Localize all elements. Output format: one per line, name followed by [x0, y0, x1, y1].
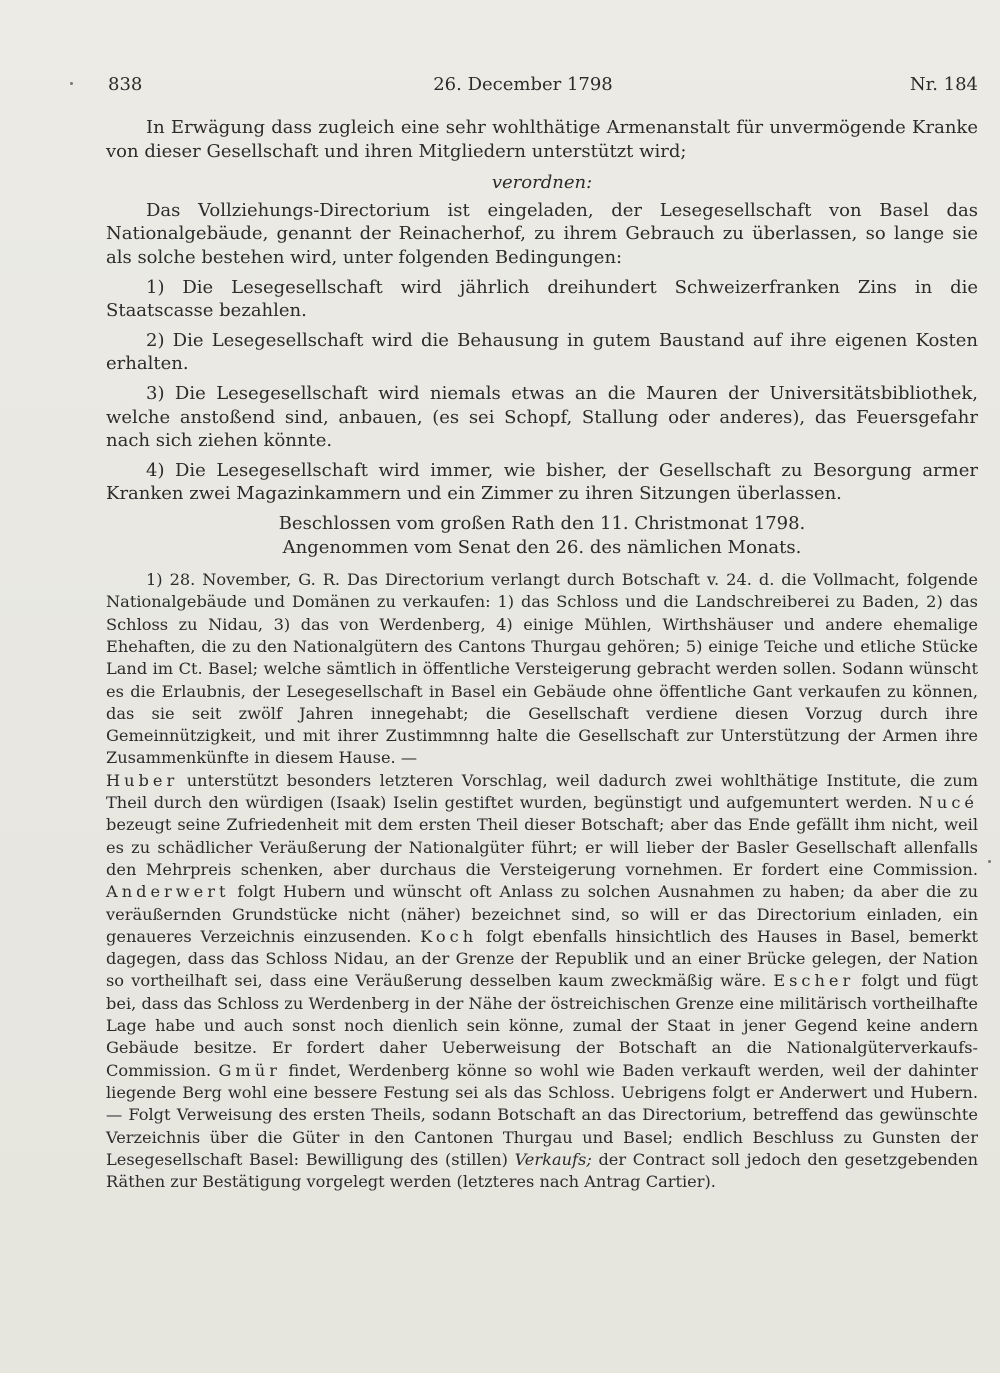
decree-paragraph: Das Vollziehungs-Directorium ist eingeladen, der Lesegesellschaft von Basel das Nationalgebäude, genannt der Reinacherhof, zu ihrem Gebrauch zu überlassen, so lange sie als solche bestehen wird, unter folgenden Bedingungen:	[106, 199, 978, 268]
speaker-name: Koch	[420, 926, 478, 946]
condition-4: 4) Die Lesegesellschaft wird immer, wie bisher, der Gesellschaft zu Besorgung armer Kranken zwei Magazinkammern und ein Zimmer zu ihren Sitzungen überlassen.	[106, 459, 978, 505]
footnote-paragraph	[106, 569, 978, 1193]
emphasis-text: Verkaufs;	[514, 1149, 592, 1169]
footnote-text: folgt Hubern und wünscht oft Anlass zu solchen Ausnahmen zu haben; da aber die zu veräußernden Grundstücke nicht (näher) bezeichnet sind, so will er das Directorium einladen, ein genaueres Verzeichnis einzusenden.	[106, 882, 978, 946]
footnote-text: 1) 28. November, G. R. Das Directorium verlangt durch Botschaft v. 24. d. die Vollmacht, folgende Nationalgebäude und Domänen zu verkaufen: 1) das Schloss und die Landschreiberei zu Baden, 2) das Schloss zu Nidau, 3) das von Werdenberg, 4) einige Mühlen, Wirthshäuser und andere ehemalige Ehehaften, die zu den Nationalgütern des Cantons Thurgau gehören; 5) einige Teiche und etliche Stücke Land im Ct. Basel; welche sämtlich in öffentliche Versteigerung gebracht werden sollen. Sodann wünscht es die Erlaubnis, der Lesegesellschaft in Basel ein Gebäude ohne öffentliche Gant verkaufen zu können, das sie seit zwölf Jahren innegehabt; die Gesellschaft verdiene diesen Vorzug durch ihre Gemeinnützigkeit, und mit ihrer Zustimmnng halte die Gesellschaft zur Unterstützung der Armen ihre Zusammenkünfte in diesem Hause. —	[106, 570, 978, 768]
main-text	[106, 116, 978, 1193]
running-header	[108, 74, 978, 104]
page-number: 838	[108, 74, 143, 95]
footnote-text: findet, Werdenberg könne so wohl wie Baden verkauft werden, weil der dahinter liegende Berg wohl eine bessere Festung sei als das Schloss. Uebrigens folgt er Anderwert und Hubern. — Folgt Verweisung des ersten Theils, sodann Botschaft an das Directorium, betreffend das gewünschte Verzeichnis über die Güter in den Cantonen Thurgau und Basel; endlich Beschluss zu Gunsten der Lesegesellschaft Basel: Bewilligung des (stillen)	[106, 1060, 978, 1169]
speaker-name: Anderwert	[106, 882, 230, 902]
speaker-name: Escher	[773, 971, 855, 991]
footnote-text: folgt und fügt bei, dass das Schloss zu Werdenberg in der Nähe der östreichischen Grenze eine militärisch vortheilhafte Lage habe und auch sonst noch dienlich sein könne, zumal der Staat in jener Gegend keine andern Gebäude besitze. Er fordert daher Ueberweisung der Botschaft an die Nationalgüterverkaufs-Commission.	[106, 971, 978, 1080]
speaker-name: Nucé	[918, 793, 978, 813]
condition-1: 1) Die Lesegesellschaft wird jährlich dreihundert Schweizerfranken Zins in die Staatscasse bezahlen.	[106, 276, 978, 322]
condition-3: 3) Die Lesegesellschaft wird niemals etwas an die Mauren der Universitätsbibliothek, welche anstoßend sind, anbauen, (es sei Schopf, Stallung oder anderes), das Feuersgefahr nach sich ziehen könnte.	[106, 382, 978, 452]
speaker-name: Gmür	[218, 1060, 281, 1080]
document-number: Nr. 184	[909, 74, 978, 95]
beschlossen-line: Beschlossen vom großen Rath den 11. Christmonat 1798.	[278, 512, 806, 534]
speck-mark	[70, 82, 73, 85]
intro-paragraph: In Erwägung dass zugleich eine sehr wohlthätige Armenanstalt für unvermögende Kranke von dieser Gesellschaft und ihren Mitgliedern unterstützt wird;	[106, 117, 978, 162]
condition-2: 2) Die Lesegesellschaft wird die Behausung in gutem Baustand auf ihre eigenen Kosten erhalten.	[106, 329, 978, 375]
footnote	[106, 569, 978, 1193]
angenommen-line: Angenommen vom Senat den 26. des nämlichen Monats.	[282, 536, 802, 558]
verordnen-heading: verordnen:	[491, 172, 593, 194]
speck-mark	[988, 860, 991, 863]
header-date: 26. December 1798	[433, 74, 613, 95]
footnote-text: der Contract soll jedoch den gesetzgebenden Räthen zur Bestätigung vorgelegt werden (letzteres nach Antrag Cartier).	[106, 1149, 979, 1192]
footnote-text: unterstützt besonders letzteren Vorschlag, weil dadurch zwei wohlthätige Institute, die zum Theil durch den würdigen (Isaak) Iselin gestiftet wurden, begünstigt und aufgemuntert werden.	[106, 770, 978, 813]
footnote-text: folgt ebenfalls hinsichtlich des Hauses in Basel, bemerkt dagegen, dass das Schloss Nidau, an der Grenze der Republik und an einer Brücke gelegen, der Nation so vortheilhaft sei, dass eine Veräußerung desselben kaum zweckmäßig wäre.	[106, 926, 978, 991]
speaker-name: Huber	[106, 770, 179, 790]
footnote-text: bezeugt seine Zufriedenheit mit dem ersten Theil dieser Botschaft; aber das Ende gefällt ihm nicht, weil es zu schädlicher Veräußerung der Nationalgüter führt; er will lieber der Basler Gesellschaft allenfalls den Mehrpreis schenken, aber durchaus die Versteigerung vornehmen. Er fordert eine Commission.	[106, 815, 978, 879]
